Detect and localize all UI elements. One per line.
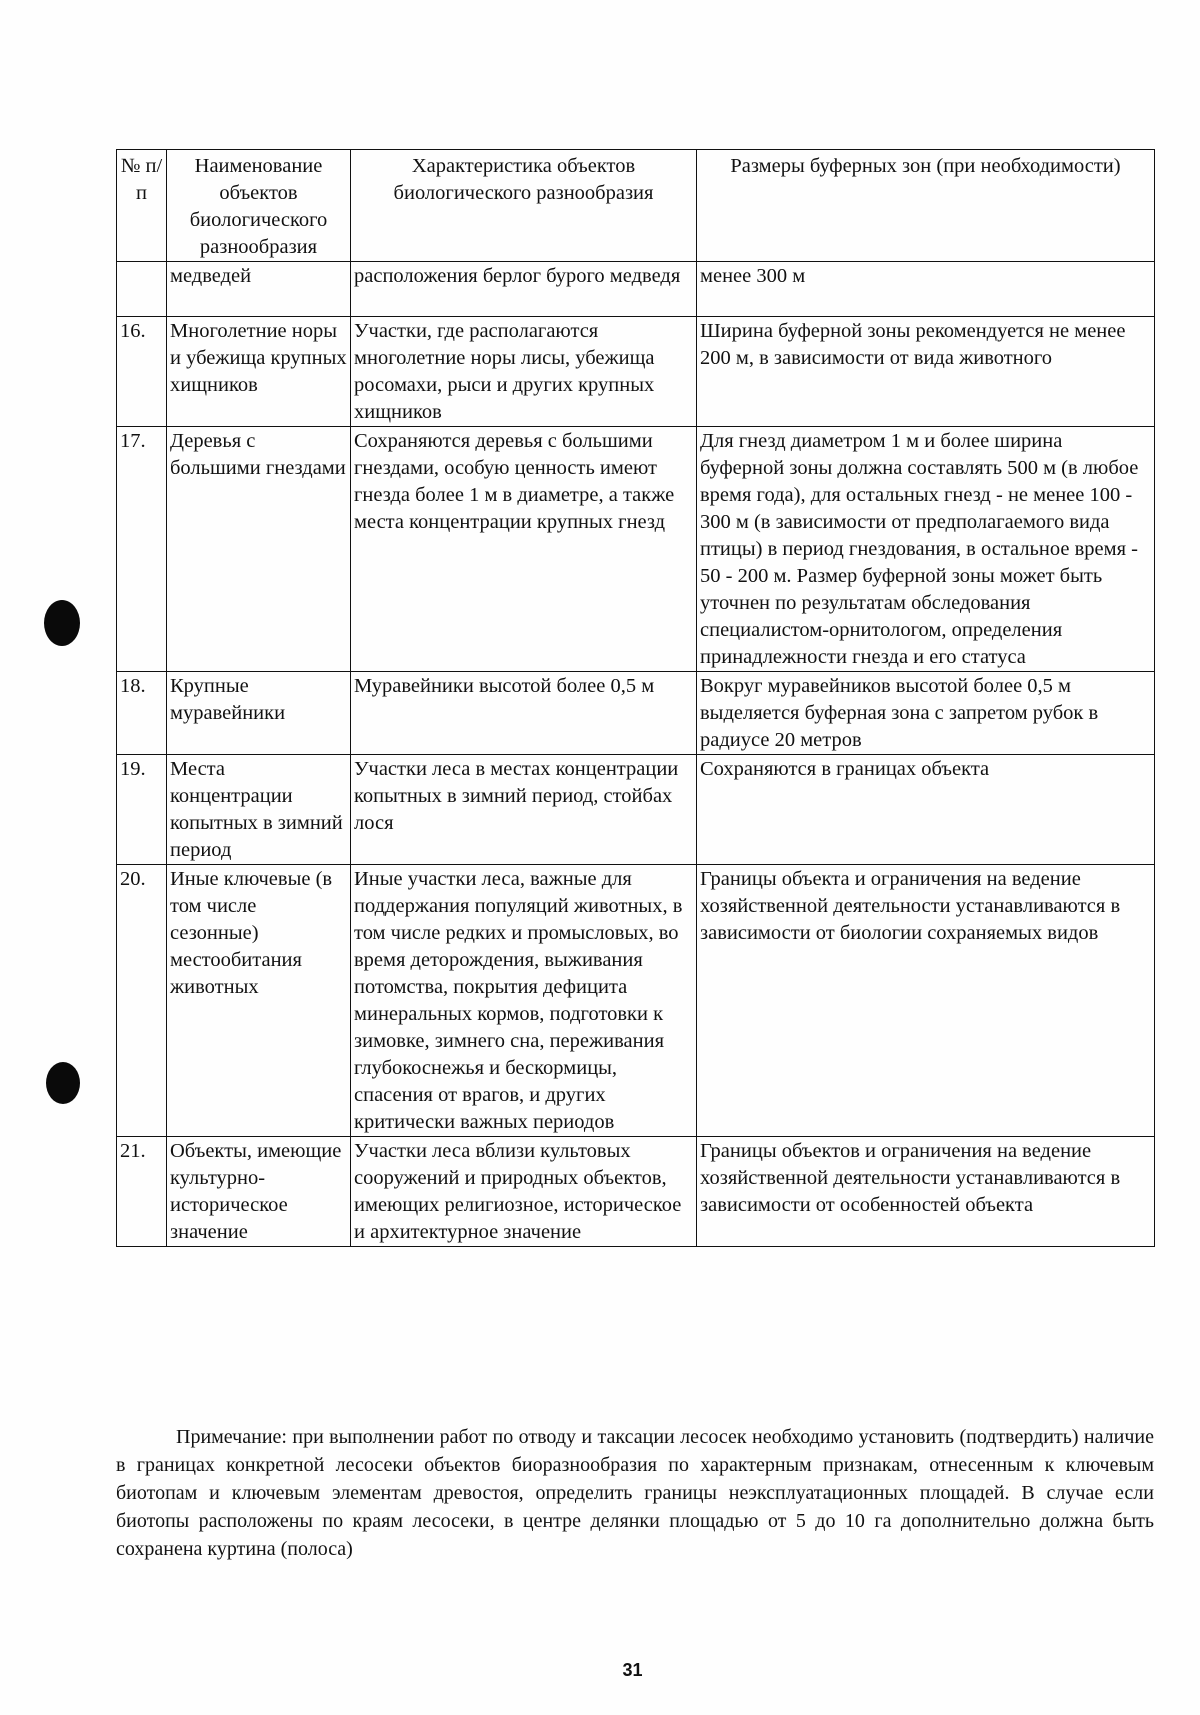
- row-object-name: Объекты, имеющие культурно-историческое значение: [167, 1137, 351, 1247]
- row-buffer-zone: Границы объектов и ограничения на ведение хозяйственной деятельности устанавливаются в зависимости от особенностей объекта: [697, 1137, 1155, 1247]
- table-header-row: [117, 150, 1155, 262]
- row-object-name: Многолетние норы и убежища крупных хищников: [167, 317, 351, 427]
- table-row: [117, 317, 1155, 427]
- row-characteristic: Иные участки леса, важные для поддержания популяций животных, в том числе редких и промысловых, во время деторождения, выживания потомства, покрытия дефицита минеральных кормов, подготовки к зимовке, зимнего сна, переживания глубокоснежья и бескормицы, спасения от врагов, и других критически важных периодов: [351, 865, 697, 1137]
- table-row: [117, 1137, 1155, 1247]
- table-row: [117, 262, 1155, 317]
- row-characteristic: Муравейники высотой более 0,5 м: [351, 672, 697, 755]
- ink-spot: [46, 1062, 80, 1104]
- row-number: 16.: [117, 317, 167, 427]
- row-characteristic: Сохраняются деревья с большими гнездами, особую ценность имеют гнезда более 1 м в диаметре, а также места концентрации крупных гнезд: [351, 427, 697, 672]
- table-row: [117, 427, 1155, 672]
- header-buffer-zone: Размеры буферных зон (при необходимости): [697, 150, 1155, 262]
- row-buffer-zone: Сохраняются в границах объекта: [697, 755, 1155, 865]
- note-text: Примечание: при выполнении работ по отводу и таксации лесосек необходимо установить (подтвердить) наличие в границах конкретной лесосеки объектов биоразнообразия по характерным признакам, отнесенным к ключевым биотопам и ключевым элементам древостоя, определить границы неэксплуатационных площадей. В случае если биотопы расположены по краям лесосеки, в центре делянки площадью от 5 до 10 га дополнительно должна быть сохранена куртина (полоса): [116, 1426, 1154, 1560]
- biodiversity-table: [116, 149, 1155, 1247]
- row-characteristic: Участки, где располагаются многолетние норы лисы, убежища росомахи, рыси и других крупных хищников: [351, 317, 697, 427]
- row-buffer-zone: Границы объекта и ограничения на ведение хозяйственной деятельности устанавливаются в зависимости от биологии сохраняемых видов: [697, 865, 1155, 1137]
- row-buffer-zone: Вокруг муравейников высотой более 0,5 м выделяется буферная зона с запретом рубок в радиусе 20 метров: [697, 672, 1155, 755]
- row-number: 20.: [117, 865, 167, 1137]
- row-buffer-zone: Для гнезд диаметром 1 м и более ширина буферной зоны должна составлять 500 м (в любое время года), для остальных гнезд - не менее 100 - 300 м (в зависимости от предполагаемого вида птицы) в период гнездования, в остальное время - 50 - 200 м. Размер буферной зоны может быть уточнен по результатам обследования специалистом-орнитологом, определения принадлежности гнезда и его статуса: [697, 427, 1155, 672]
- table-row: [117, 672, 1155, 755]
- row-object-name: Места концентрации копытных в зимний период: [167, 755, 351, 865]
- row-characteristic: расположения берлог бурого медведя: [351, 262, 697, 317]
- row-object-name: Крупные муравейники: [167, 672, 351, 755]
- header-object-name: Наименование объектов биологического разнообразия: [167, 150, 351, 262]
- row-number: 19.: [117, 755, 167, 865]
- row-object-name: медведей: [167, 262, 351, 317]
- row-characteristic: Участки леса в местах концентрации копытных в зимний период, стойбах лося: [351, 755, 697, 865]
- ink-spot: [44, 600, 80, 646]
- row-object-name: Иные ключевые (в том числе сезонные) местообитания животных: [167, 865, 351, 1137]
- row-number: [117, 262, 167, 317]
- table-row: [117, 755, 1155, 865]
- page-number: 31: [622, 1660, 643, 1680]
- header-characteristic: Характеристика объектов биологического разнообразия: [351, 150, 697, 262]
- row-number: 18.: [117, 672, 167, 755]
- row-number: 17.: [117, 427, 167, 672]
- row-buffer-zone: Ширина буферной зоны рекомендуется не менее 200 м, в зависимости от вида животного: [697, 317, 1155, 427]
- table-row: [117, 865, 1155, 1137]
- row-object-name: Деревья с большими гнездами: [167, 427, 351, 672]
- row-number: 21.: [117, 1137, 167, 1247]
- row-characteristic: Участки леса вблизи культовых сооружений и природных объектов, имеющих религиозное, историческое и архитектурное значение: [351, 1137, 697, 1247]
- row-buffer-zone: менее 300 м: [697, 262, 1155, 317]
- header-number: № п/п: [117, 150, 167, 262]
- note-paragraph: [116, 1423, 1154, 1563]
